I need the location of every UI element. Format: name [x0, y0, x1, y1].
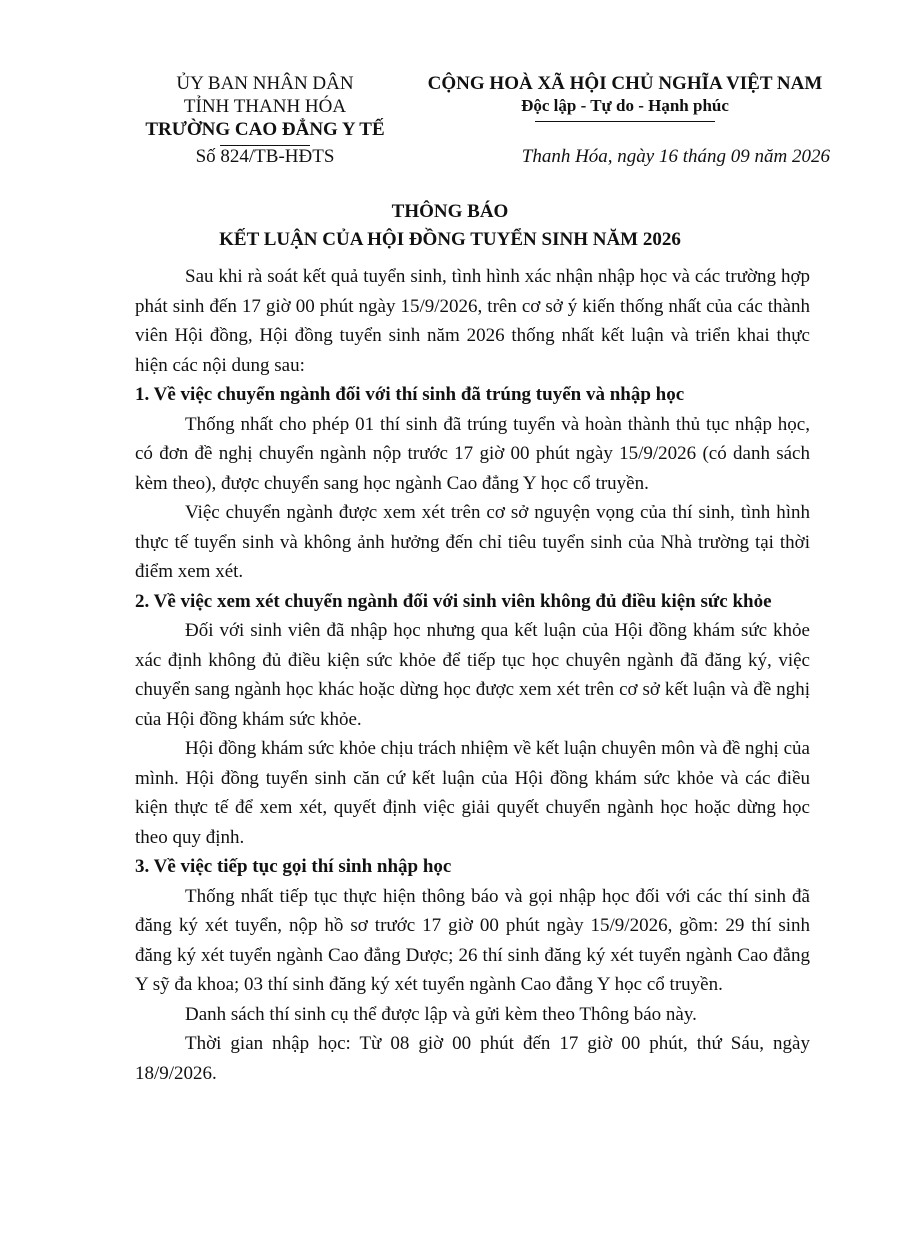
- document-title: [70, 198, 830, 254]
- title-line-2: KẾT LUẬN CỦA HỘI ĐỒNG TUYỂN SINH NĂM 2026: [219, 229, 681, 250]
- section-2-paragraph-1: Đối với sinh viên đã nhập học nhưng qua kết luận của Hội đồng khám sức khỏe xác định không đủ điều kiện sức khỏe để tiếp tục học chuyên ngành đã đăng ký, việc chuyển sang ngành học khác hoặc dừng học được xem xét trên cơ sở kết luận và đề nghị của Hội đồng khám sức khỏe.: [135, 620, 810, 730]
- section-1-paragraph-1: Thống nhất cho phép 01 thí sinh đã trúng tuyển và hoàn thành thủ tục nhập học, có đơn đề nghị chuyển ngành nộp trước 17 giờ 00 phút ngày 15/9/2026 (có danh sách kèm theo), được chuyển sang học ngành Cao đẳng Y học cổ truyền.: [135, 413, 810, 494]
- section-2-heading: 2. Về việc xem xét chuyển ngành đối với sinh viên không đủ điều kiện sức khỏe: [135, 590, 772, 612]
- title-line-1: THÔNG BÁO: [391, 201, 509, 222]
- section-3-paragraph-3: Thời gian nhập học: Từ 08 giờ 00 phút đến 17 giờ 00 phút, thứ Sáu, ngày 18/9/2026.: [135, 1033, 810, 1084]
- section-3-paragraph-2: Danh sách thí sinh cụ thể được lập và gửi kèm theo Thông báo này.: [185, 1003, 697, 1025]
- section-1-paragraph-2: Việc chuyển ngành được xem xét trên cơ sở nguyện vọng của thí sinh, tình hình thực tế tuyển sinh và không ảnh hưởng đến chỉ tiêu tuyển sinh của Nhà trường tại thời điểm xem xét.: [135, 502, 810, 582]
- section-2-paragraph-2: Hội đồng khám sức khỏe chịu trách nhiệm về kết luận chuyên môn và đề nghị của mình. Hội đồng tuyển sinh căn cứ kết luận của Hội đồng khám sức khỏe và các điều kiện thực tế để xem xét, quyết định việc giải quyết chuyển ngành học hoặc dừng học theo quy định.: [135, 738, 810, 848]
- document-body: [135, 262, 810, 1088]
- issuing-agency-block: [130, 72, 400, 146]
- school-name: TRƯỜNG CAO ĐẲNG Y TẾ: [145, 119, 385, 140]
- national-header-block: [405, 72, 845, 122]
- agency-line-1: ỦY BAN NHÂN DÂN: [176, 73, 354, 94]
- place-and-date: Thanh Hóa, ngày 16 tháng 09 năm 2026: [521, 146, 830, 167]
- motto-underline: [535, 121, 715, 122]
- agency-line-2: TỈNH THANH HÓA: [183, 96, 347, 117]
- section-3-heading: 3. Về việc tiếp tục gọi thí sinh nhập học: [135, 856, 452, 877]
- intro-paragraph: Sau khi rà soát kết quả tuyển sinh, tình hình xác nhận nhập học và các trường hợp phát sinh đến 17 giờ 00 phút ngày 15/9/2026, trên cơ sở ý kiến thống nhất của các thành viên Hội đồng, Hội đồng tuyển sinh năm 2026 thống nhất kết luận và triển khai thực hiện các nội dung sau:: [135, 266, 810, 376]
- national-motto: Độc lập - Tự do - Hạnh phúc: [521, 96, 729, 115]
- document-number: Số 824/TB-HĐTS: [195, 146, 335, 167]
- section-1-heading: 1. Về việc chuyển ngành đối với thí sinh đã trúng tuyển và nhập học: [135, 384, 685, 405]
- section-3-paragraph-1: Thống nhất tiếp tục thực hiện thông báo và gọi nhập học đối với các thí sinh đã đăng ký xét tuyển, nộp hồ sơ trước 17 giờ 00 phút ngày 15/9/2026, gồm: 29 thí sinh đăng ký xét tuyển ngành Cao đẳng Dược; 26 thí sinh đăng ký xét tuyển ngành Cao đẳng Y sỹ đa khoa; 03 thí sinh đăng ký xét tuyển ngành Cao đẳng Y học cổ truyền.: [135, 885, 810, 995]
- national-title: CỘNG HOÀ XÃ HỘI CHỦ NGHĨA VIỆT NAM: [427, 73, 823, 94]
